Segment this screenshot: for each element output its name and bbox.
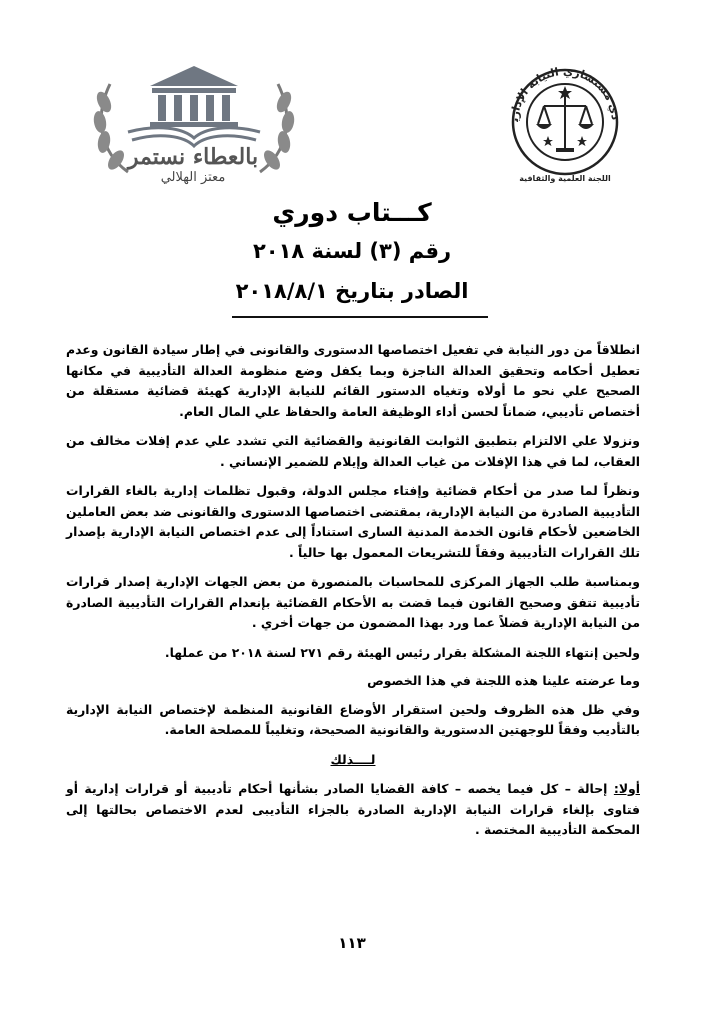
first-item-label: أولا: <box>613 781 640 796</box>
right-logo-ring-text: دي مستشاري النيابة الإدارية <box>507 64 623 122</box>
first-item-text: إحالة – كل فيما يخصه – كافة القضايا الصادر بشأنها أحكام تأديبية أو قرارات إدارية أو فتاوى بإلغاء قرارات النيابة الإدارية الصادرة بالجزاء التأديبى لعدم الاختصاص بحالتها إلى المحكمة التأديبية المختصة . <box>66 781 640 837</box>
left-logo <box>88 62 300 190</box>
document-body <box>66 340 640 850</box>
paragraph-4: وبمناسبة طلب الجهاز المركزى للمحاسبات بالمنصورة من بعض الجهات الإدارية إصدار قرارات تأديبية تتفق وصحيح القانون فيما قضت به الأحكام القضائية بإنعدام القرارات التأديبية الصادرة من النيابة الإدارية فضلاً عما ورد بهذا المضمون من جهات أخري . <box>66 574 640 630</box>
document-title: كـــتاب دوري <box>272 198 432 227</box>
paragraph-first-item <box>66 779 640 841</box>
section-title: لــــذلك <box>330 751 376 767</box>
header-divider <box>232 316 488 318</box>
paragraph-1: انطلاقاً من دور النيابة في تفعيل اختصاصها الدستورى والقانونى في إطار سيادة القانون وعدم تعطيل أحكامه وتحقيق العدالة الناجزة وبما يكفل وضع منظومة العدالة التأديبية في مكانها الصحيح علي نحو ما أولاه وتغياه الدستور القائم للنيابة الإدارية كهيئة قضائية مستقلة من أختصاص تأديبي، ضماناً لحسن أداء الوظيفة العامة والحفاظ علي المال العام. <box>66 342 640 419</box>
paragraph-7: وفي ظل هذه الظروف ولحين استقرار الأوضاع القانونية المنظمة لإختصاص النيابة الإدارية بالتأديب وفقاً للوجهتين الدستورية والقانونية الصحيحة، وتغليباً للمصلحة العامة. <box>66 701 640 737</box>
document-date: الصادر بتاريخ ٢٠١٨/٨/١ <box>235 279 469 303</box>
right-logo <box>500 58 630 188</box>
document-number: رقم (٣) لسنة ٢٠١٨ <box>252 239 452 263</box>
paragraph-6: وما عرضته علينا هذه اللجنة في هذا الخصوص <box>367 673 640 688</box>
left-logo-name: بالعطاء نستمر <box>127 144 259 170</box>
document-header <box>0 195 704 309</box>
paragraph-5: ولحين إنتهاء اللجنة المشكلة بقرار رئيس الهيئة رقم ٢٧١ لسنة ٢٠١٨ من عملها. <box>164 644 640 660</box>
right-logo-committee: اللجنة العلمية والثقافية <box>519 174 611 183</box>
paragraph-2: ونزولا علي الالتزام بتطبيق الثوابت القانونية والقضائية التي تشدد علي عدم إفلات مخالف من العقاب، لما في هذا الإفلات من غياب العدالة وإيلام للضمير الإنساني . <box>66 433 640 469</box>
paragraph-3: ونظراً لما صدر من أحكام قضائية وإفتاء مجلس الدولة، وقبول تظلمات إدارية بالغاء القرارات التأديبية الصادرة من النيابة الإدارية، بمقتضى اختصاصها الدستورى والقانونى ضد بعض العاملين الخاضعين لأحكام قانون الخدمة المدنية السارى استناداً إلى عدم اختصاص النيابة الإدارية بإصدار تلك القرارات التأديبية وفقاً للتشريعات المعمول بها حالياً . <box>66 483 640 560</box>
left-logo-subtitle: معتز الهلالي <box>160 170 226 185</box>
page-number: ١١٣ <box>338 934 366 952</box>
scales-of-justice-seal-icon <box>500 58 630 176</box>
